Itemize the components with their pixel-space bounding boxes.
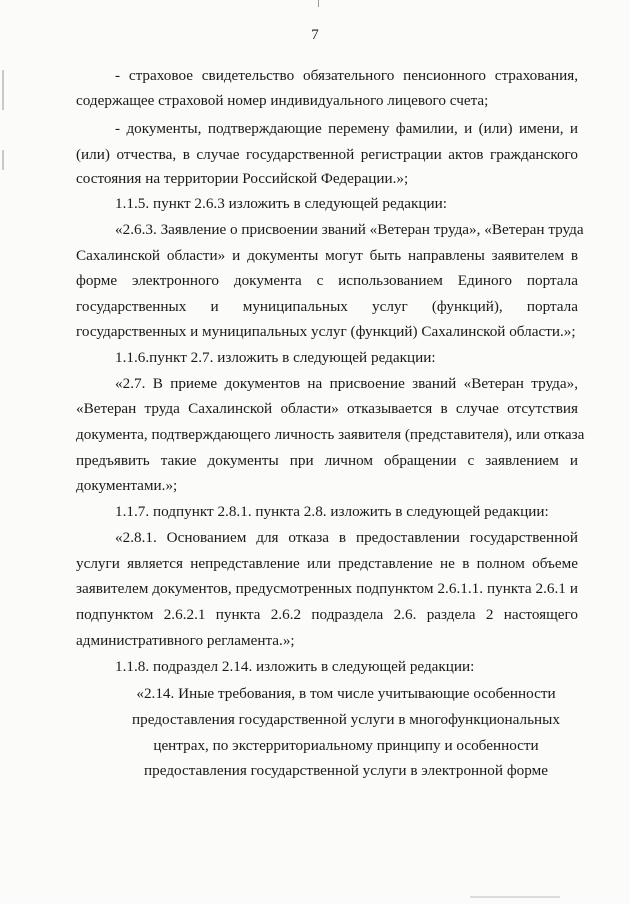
text-line: услуги является непредставление или представление не в полном объеме xyxy=(76,555,578,572)
section-heading-line: предоставления государственной услуги в многофункциональных xyxy=(132,711,560,728)
text-line: государственных и муниципальных услуг (функций) Сахалинской области.»; xyxy=(76,323,576,340)
section-heading-line: центрах, по экстерриториальному принципу и особенности xyxy=(153,737,539,754)
scan-mark xyxy=(318,0,319,7)
page-number: 7 xyxy=(311,27,319,43)
text-line: Сахалинской области» и документы могут быть направлены заявителем в xyxy=(76,247,578,264)
text-line: содержащее страховой номер индивидуального лицевого счета; xyxy=(76,92,489,109)
text-line: 1.1.5. пункт 2.6.3 изложить в следующей редакции: xyxy=(115,195,447,212)
text-line: административного регламента.»; xyxy=(76,632,295,649)
text-line: «2.7. В приеме документов на присвоение званий «Ветеран труда», xyxy=(115,375,578,392)
text-line: «2.8.1. Основанием для отказа в предоставлении государственной xyxy=(115,529,578,546)
text-line: «2.6.3. Заявление о присвоении званий «Ветеран труда», «Ветеран труда xyxy=(115,221,584,238)
scan-mark xyxy=(470,896,560,898)
text-line: 1.1.6.пункт 2.7. изложить в следующей редакции: xyxy=(115,349,436,366)
text-line: - документы, подтверждающие перемену фамилии, и (или) имени, и xyxy=(115,120,578,137)
text-line: документа, подтверждающего личность заявителя (представителя), или отказа xyxy=(76,426,585,443)
section-heading-line: «2.14. Иные требования, в том числе учитывающие особенности xyxy=(136,685,556,702)
scan-edge-shadow xyxy=(2,150,4,170)
text-line: - страховое свидетельство обязательного пенсионного страхования, xyxy=(115,67,578,84)
text-line: подпунктом 2.6.2.1 пункта 2.6.2 подраздела 2.6. раздела 2 настоящего xyxy=(76,606,578,623)
text-line: предъявить такие документы при личном обращении с заявлением и xyxy=(76,452,578,469)
text-line: состояния на территории Российской Федерации.»; xyxy=(76,170,409,187)
text-line: форме электронного документа с использованием Единого портала xyxy=(76,272,578,289)
text-line: документами.»; xyxy=(76,477,178,494)
text-line: 1.1.8. подраздел 2.14. изложить в следующей редакции: xyxy=(115,658,475,675)
text-line: государственных и муниципальных услуг (функций), портала xyxy=(76,298,578,315)
text-line: 1.1.7. подпункт 2.8.1. пункта 2.8. изложить в следующей редакции: xyxy=(115,503,549,520)
section-heading-line: предоставления государственной услуги в электронной форме xyxy=(144,762,548,779)
text-line: «Ветеран труда Сахалинской области» отказывается в случае отсутствия xyxy=(76,400,578,417)
text-line: заявителем документов, предусмотренных подпунктом 2.6.1.1. пункта 2.6.1 и xyxy=(76,580,578,597)
text-line: (или) отчества, в случае государственной регистрации актов гражданского xyxy=(76,146,578,163)
scan-edge-shadow xyxy=(2,70,4,110)
